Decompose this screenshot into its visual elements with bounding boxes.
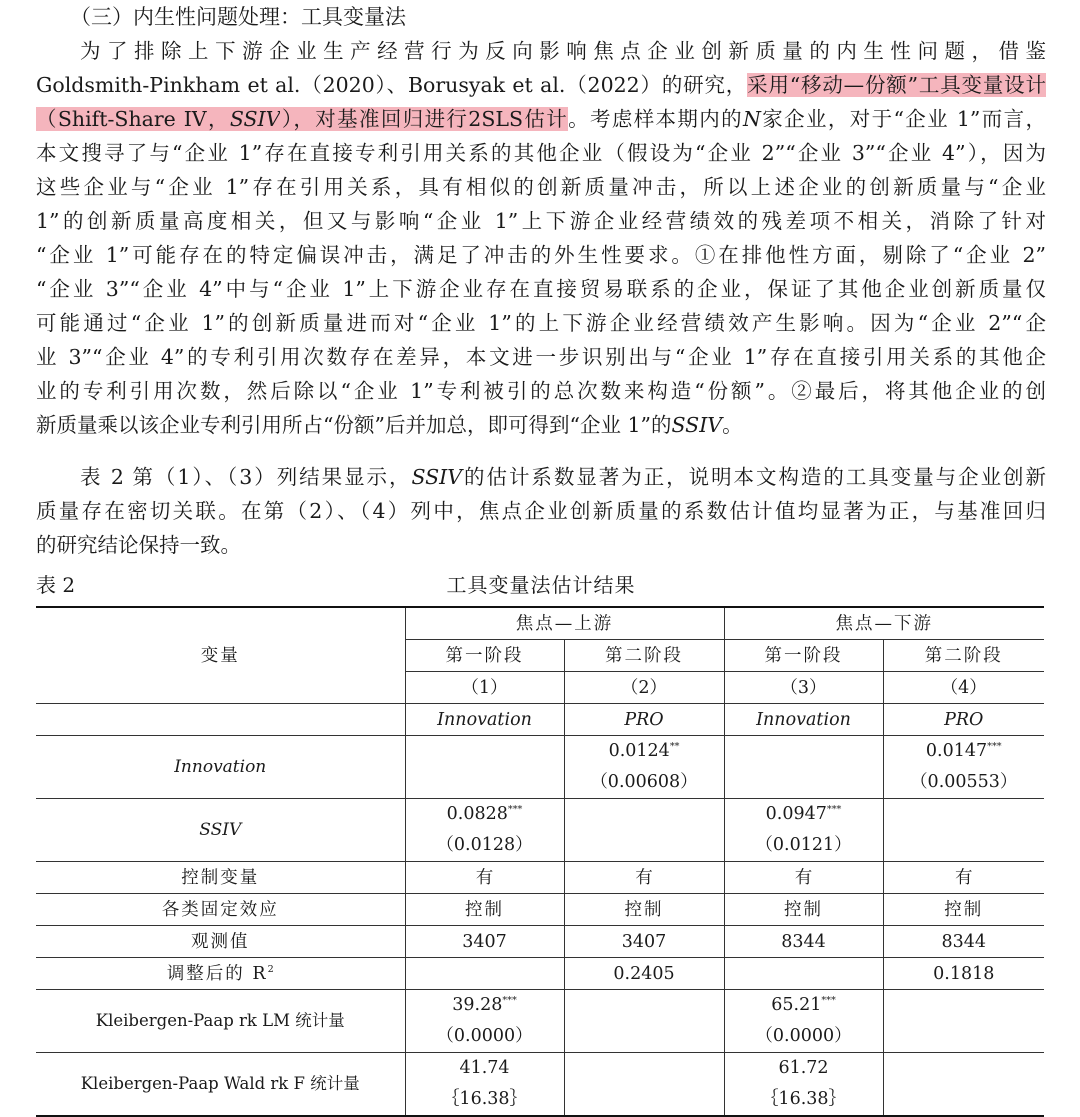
cell-ssiv-3: 0.0947*** （0.0121） <box>724 799 883 862</box>
stage-col3: 第一阶段 <box>724 640 883 672</box>
stage-col4: 第二阶段 <box>883 640 1044 672</box>
text-line <box>36 68 1046 102</box>
cell-lm-4 <box>883 990 1044 1053</box>
cell-controls-2: 有 <box>564 862 724 894</box>
row-r2-label: 调整后的 $R^2$ <box>36 958 405 990</box>
cell-fe-4: 控制 <box>883 894 1044 926</box>
group-upstream: 焦点—上游 <box>405 607 724 640</box>
cell-ssiv-4 <box>883 799 1044 862</box>
text-line <box>36 204 1046 238</box>
text-line <box>36 340 1046 374</box>
text-span: SSIV <box>411 465 463 489</box>
row-observations <box>36 926 1044 958</box>
row-ssiv <box>36 799 1044 862</box>
text-span: 为了排除上下游企业生产经营行为反向影响焦点企业创新质量的内生性问题，借鉴 <box>80 39 1046 63</box>
text-span: 的估计系数显著为正，说明本文构造的工具变量与企业创新 <box>462 465 1046 489</box>
stage-col1: 第一阶段 <box>405 640 564 672</box>
cell-lm-2 <box>564 990 724 1053</box>
text-line <box>36 136 1046 170</box>
row-controls-label: 控制变量 <box>36 862 405 894</box>
cell-controls-1: 有 <box>405 862 564 894</box>
text-line <box>36 494 1046 528</box>
cell-r2-4: 0.1818 <box>883 958 1044 990</box>
table-label: 表 2 <box>36 573 76 597</box>
text-span: N <box>743 107 761 131</box>
text-span: 这些企业与“企业 1”存在引用关系，具有相似的创新质量冲击，所以上述企业的创新质量与“企业 <box>36 175 1046 199</box>
cell-fe-2: 控制 <box>564 894 724 926</box>
highlighted-text: SSIV <box>229 107 281 131</box>
row-lm-label: Kleibergen-Paap rk LM 统计量 <box>36 990 405 1053</box>
cell-ssiv-2 <box>564 799 724 862</box>
paragraph-results <box>36 460 1046 562</box>
text-span: Goldsmith-Pinkham et al.（2020）、Borusyak et al.（2022）的研究， <box>36 73 748 97</box>
cell-controls-3: 有 <box>724 862 883 894</box>
paragraph-iv-method <box>36 34 1046 442</box>
cell-obs-1: 3407 <box>405 926 564 958</box>
table-depvar-row <box>36 704 1044 736</box>
row-ssiv-label: SSIV <box>36 799 405 862</box>
colnum-1: （1） <box>405 672 564 704</box>
cell-wald-2 <box>564 1053 724 1117</box>
text-span: 业 3”“企业 4”的专利引用次数存在差异，本文进一步识别出与“企业 1”存在直接引用关系的其他企 <box>36 345 1046 369</box>
section-heading: （三）内生性问题处理：工具变量法 <box>70 5 406 29</box>
text-span: 新质量乘以该企业专利引用所占“份额”后并加总，即可得到“企业 1”的 <box>36 413 672 437</box>
cell-wald-4 <box>883 1053 1044 1117</box>
text-span: 本文搜寻了与“企业 1”存在直接专利引用关系的其他企业（假设为“企业 2”“企业 3”“企业 4”），因为 <box>36 141 1046 165</box>
row-obs-label: 观测值 <box>36 926 405 958</box>
text-line <box>36 34 1046 68</box>
text-span: “企业 1”可能存在的特定偏误冲击，满足了冲击的外生性要求。①在排他性方面，剔除了“企业 2” <box>36 243 1046 267</box>
text-line <box>36 170 1046 204</box>
text-span: 业的专利引用次数，然后除以“企业 1”专利被引的总次数来构造“份额”。②最后，将其他企业的创 <box>36 379 1046 403</box>
table-title: 工具变量法估计结果 <box>446 573 636 597</box>
row-fixed-effects <box>36 894 1044 926</box>
cell-lm-3: 65.21*** （0.0000） <box>724 990 883 1053</box>
row-wald-label: Kleibergen-Paap Wald rk F 统计量 <box>36 1053 405 1117</box>
cell-controls-4: 有 <box>883 862 1044 894</box>
depvar-1: Innovation <box>405 704 564 736</box>
text-line <box>36 374 1046 408</box>
row-kp-wald <box>36 1053 1044 1117</box>
text-line <box>36 408 1046 442</box>
var-header: 变量 <box>200 645 240 666</box>
text-line <box>36 306 1046 340</box>
cell-r2-2: 0.2405 <box>564 958 724 990</box>
row-innovation-label: Innovation <box>36 736 405 799</box>
cell-obs-4: 8344 <box>883 926 1044 958</box>
text-span: SSIV <box>671 413 723 437</box>
row-innovation <box>36 736 1044 799</box>
depvar-3: Innovation <box>724 704 883 736</box>
highlighted-text: ），对基准回归进行2SLS估计 <box>280 107 569 131</box>
cell-obs-3: 8344 <box>724 926 883 958</box>
cell-innovation-2: 0.0124** （0.00608） <box>564 736 724 799</box>
text-span: 。 <box>722 413 743 437</box>
text-line <box>36 238 1046 272</box>
row-kp-lm <box>36 990 1044 1053</box>
cell-fe-1: 控制 <box>405 894 564 926</box>
stage-col2: 第二阶段 <box>564 640 724 672</box>
row-adj-r2 <box>36 958 1044 990</box>
text-span: 质量存在密切关联。在第（2）、（4）列中，焦点企业创新质量的系数估计值均显著为正，与基准回归 <box>36 499 1046 523</box>
cell-lm-1: 39.28*** （0.0000） <box>405 990 564 1053</box>
colnum-2: （2） <box>564 672 724 704</box>
cell-fe-3: 控制 <box>724 894 883 926</box>
cell-wald-3: 61.72 ｛16.38｝ <box>724 1053 883 1117</box>
row-controls <box>36 862 1044 894</box>
colnum-3: （3） <box>724 672 883 704</box>
text-span: 。考虑样本期内的 <box>568 107 743 131</box>
cell-r2-1 <box>405 958 564 990</box>
text-span: 的研究结论保持一致。 <box>36 533 241 557</box>
table-header-row <box>36 607 1044 640</box>
cell-obs-2: 3407 <box>564 926 724 958</box>
highlighted-text: （Shift-Share IV， <box>36 107 230 131</box>
iv-results-table <box>36 606 1044 1117</box>
cell-wald-1: 41.74 ｛16.38｝ <box>405 1053 564 1117</box>
text-line <box>36 460 1046 494</box>
cell-r2-3 <box>724 958 883 990</box>
text-line <box>36 528 1046 562</box>
cell-innovation-4: 0.0147*** （0.00553） <box>883 736 1044 799</box>
depvar-blank <box>36 704 405 736</box>
colnum-4: （4） <box>883 672 1044 704</box>
depvar-2: PRO <box>564 704 724 736</box>
text-span: 家企业，对于“企业 1”而言， <box>760 107 1046 131</box>
depvar-4: PRO <box>883 704 1044 736</box>
row-fe-label: 各类固定效应 <box>36 894 405 926</box>
cell-innovation-1 <box>405 736 564 799</box>
group-downstream: 焦点—下游 <box>724 607 1044 640</box>
text-line <box>36 102 1046 136</box>
text-span: 表 2 第（1）、（3）列结果显示， <box>80 465 412 489</box>
cell-innovation-3 <box>724 736 883 799</box>
text-line <box>36 272 1046 306</box>
text-span: “企业 3”“企业 4”中与“企业 1”上下游企业存在直接贸易联系的企业，保证了其他企业创新质量仅 <box>36 277 1046 301</box>
cell-ssiv-1: 0.0828*** （0.0128） <box>405 799 564 862</box>
text-span: 可能通过“企业 1”的创新质量进而对“企业 1”的上下游企业经营绩效产生影响。因为“企业 2”“企 <box>36 311 1046 335</box>
text-span: 1”的创新质量高度相关，但又与影响“企业 1”上下游企业经营绩效的残差项不相关，消除了针对 <box>36 209 1046 233</box>
highlighted-text: 采用“移动—份额”工具变量设计 <box>747 73 1046 97</box>
